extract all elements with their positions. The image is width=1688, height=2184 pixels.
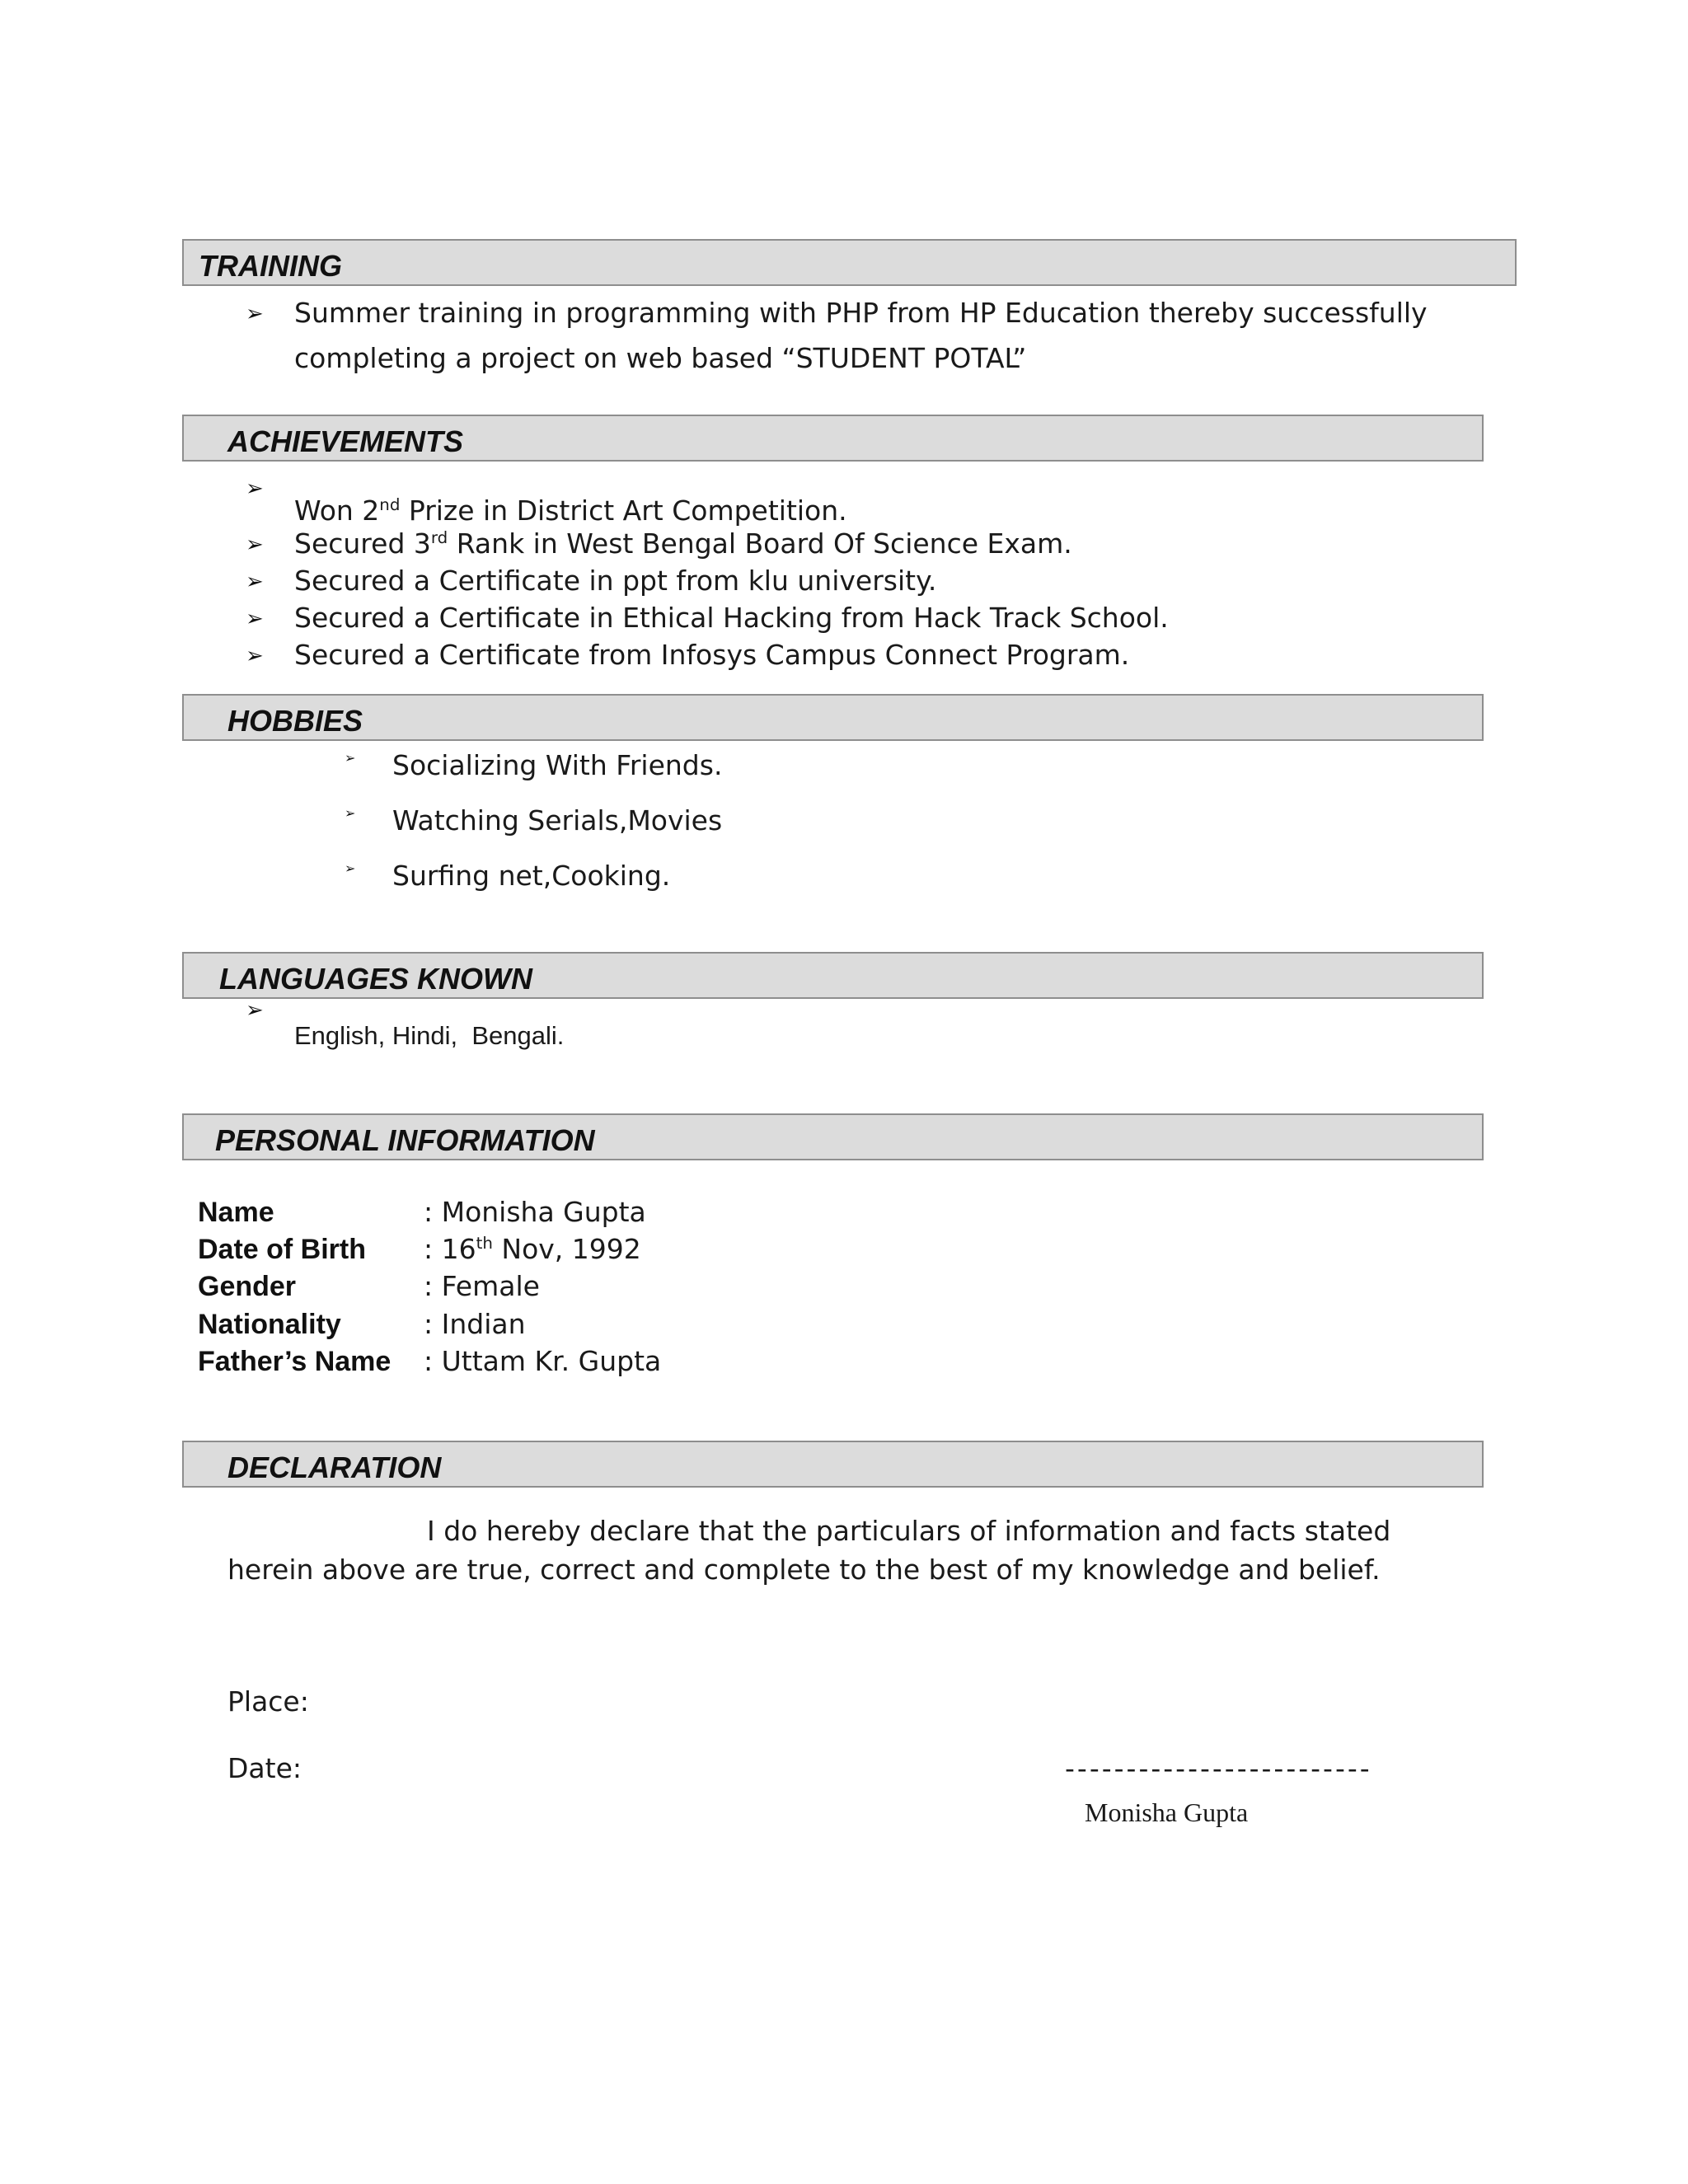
hobbies-heading: HOBBIES xyxy=(227,704,363,738)
place-label: Place: xyxy=(227,1685,309,1718)
father-name-value: : Uttam Kr. Gupta xyxy=(424,1345,662,1377)
achievement-item: Secured a Certificate in ppt from klu university. xyxy=(294,565,937,597)
father-name-label: Father’s Name xyxy=(198,1346,392,1377)
achievements-heading: ACHIEVEMENTS xyxy=(227,424,464,458)
personal-heading: PERSONAL INFORMATION xyxy=(215,1123,595,1157)
achievement-item: Won 2nd Prize in District Art Competition. xyxy=(294,494,847,527)
achievements-header xyxy=(182,415,1484,462)
declaration-line1: I do hereby declare that the particulars of information and facts stated xyxy=(427,1515,1391,1547)
languages-text: English, Hindi, Bengali. xyxy=(294,1021,565,1050)
arrowhead-bullet-icon: ➢ xyxy=(246,644,264,668)
training-header xyxy=(182,239,1517,286)
training-heading: TRAINING xyxy=(199,249,342,283)
arrowhead-bullet-icon: ➢ xyxy=(246,302,264,326)
declaration-line2: herein above are true, correct and complete to the best of my knowledge and belief. xyxy=(227,1554,1381,1586)
training-item-line2: completing a project on web based “STUDENT POTAL” xyxy=(294,342,1027,374)
date-label: Date: xyxy=(227,1752,302,1784)
hobby-item: Surfing net,Cooking. xyxy=(392,860,671,892)
languages-header xyxy=(182,952,1484,999)
arrowhead-bullet-icon: ➢ xyxy=(246,998,264,1023)
languages-heading: LANGUAGES KNOWN xyxy=(219,962,532,996)
arrowhead-bullet-icon: ➢ xyxy=(345,750,356,766)
personal-header xyxy=(182,1113,1484,1160)
arrowhead-bullet-icon: ➢ xyxy=(345,860,356,876)
training-item-line1: Summer training in programming with PHP from HP Education thereby successfully xyxy=(294,297,1428,329)
arrowhead-bullet-icon: ➢ xyxy=(246,476,264,501)
arrowhead-bullet-icon: ➢ xyxy=(246,607,264,631)
hobbies-header xyxy=(182,694,1484,741)
hobby-item: Watching Serials,Movies xyxy=(392,804,723,837)
signature-line: ------------------------- xyxy=(1065,1752,1372,1784)
arrowhead-bullet-icon: ➢ xyxy=(246,532,264,557)
arrowhead-bullet-icon: ➢ xyxy=(246,569,264,594)
achievement-item: Secured 3rd Rank in West Bengal Board Of Science Exam. xyxy=(294,527,1072,560)
nationality-label: Nationality xyxy=(198,1309,341,1340)
hobby-item: Socializing With Friends. xyxy=(392,749,723,781)
gender-label: Gender xyxy=(198,1271,297,1302)
signature-name: Monisha Gupta xyxy=(1085,1797,1249,1827)
dob-label: Date of Birth xyxy=(198,1234,366,1265)
achievement-item: Secured a Certificate in Ethical Hacking from Hack Track School. xyxy=(294,602,1169,634)
nationality-value: : Indian xyxy=(424,1308,526,1340)
gender-value: : Female xyxy=(424,1270,540,1302)
name-label: Name xyxy=(198,1197,274,1228)
arrowhead-bullet-icon: ➢ xyxy=(345,805,356,821)
declaration-header xyxy=(182,1441,1484,1488)
dob-value: : 16th Nov, 1992 xyxy=(424,1233,641,1265)
declaration-heading: DECLARATION xyxy=(227,1451,442,1484)
name-value: : Monisha Gupta xyxy=(424,1196,646,1228)
achievement-item: Secured a Certificate from Infosys Campus Connect Program. xyxy=(294,639,1130,671)
